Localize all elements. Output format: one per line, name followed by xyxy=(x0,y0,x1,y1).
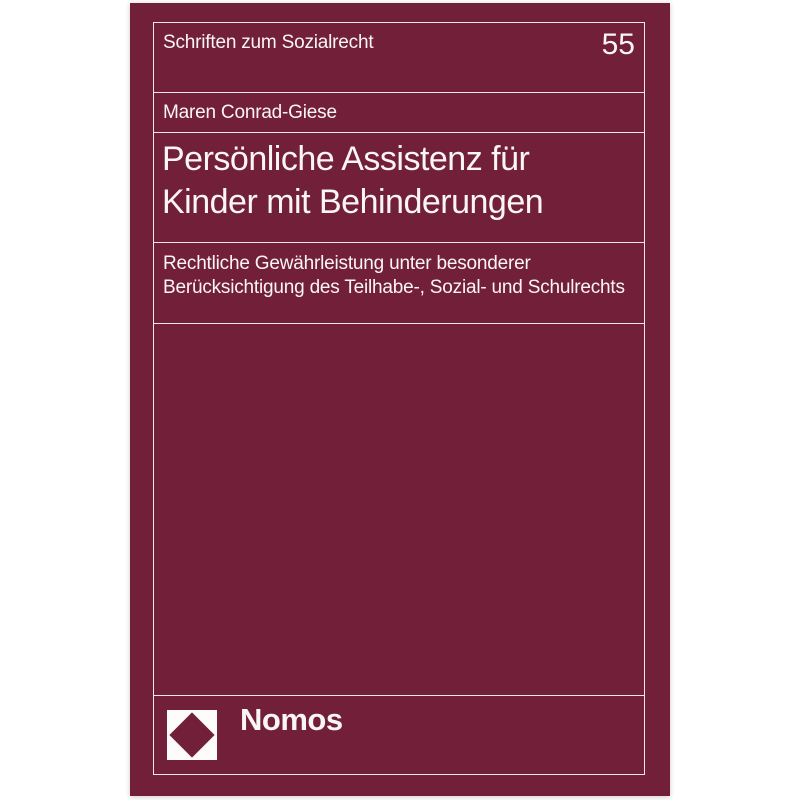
book-subtitle-line-2: Berücksichtigung des Teilhabe-, Sozial- und Schulrechts xyxy=(163,277,625,298)
cover-frame xyxy=(153,22,645,775)
series-number: 55 xyxy=(601,28,635,61)
publisher-wordmark: Nomos xyxy=(240,702,343,737)
author-row xyxy=(154,93,644,133)
book-title xyxy=(162,138,636,224)
diamond-shape xyxy=(169,712,214,757)
publisher-row xyxy=(154,696,644,774)
subtitle-row xyxy=(154,243,644,324)
series-title: Schriften zum Sozialrecht xyxy=(163,32,374,53)
author-name: Maren Conrad-Giese xyxy=(163,102,337,123)
book-title-line-1: Persönliche Assistenz für xyxy=(162,140,530,178)
book-subtitle-line-1: Rechtliche Gewährleistung unter besonderer xyxy=(163,253,531,274)
series-header-row xyxy=(154,23,644,93)
book-subtitle xyxy=(163,252,636,300)
book-cover xyxy=(130,3,670,796)
cover-empty-area xyxy=(154,324,644,696)
title-row xyxy=(154,133,644,243)
book-title-line-2: Kinder mit Behinderungen xyxy=(162,183,544,221)
nomos-diamond-icon xyxy=(167,710,217,760)
